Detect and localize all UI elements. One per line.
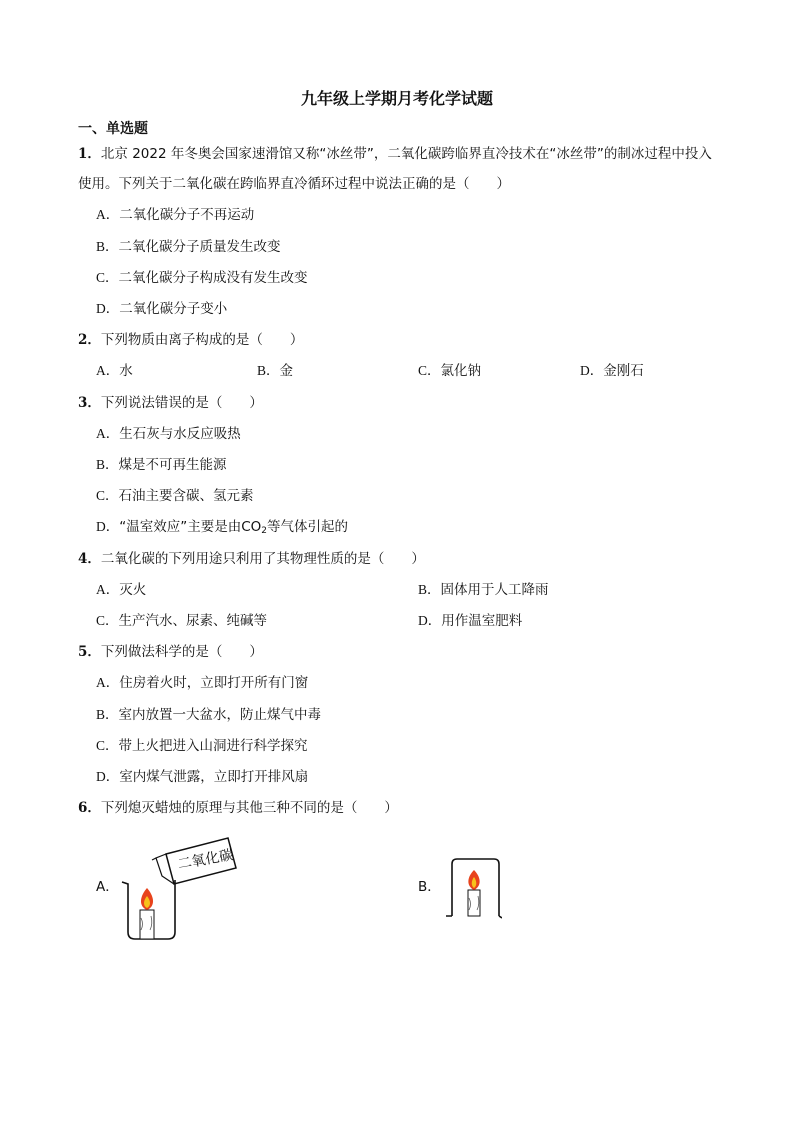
option-2b: B．金 — [257, 363, 294, 379]
option-3d: D．“温室效应”主要是由$CO_2$等气体引起的 — [96, 519, 349, 536]
question-stem: 下列说法错误的是（ ） — [100, 395, 263, 411]
page-title: 九年级上学期月考化学试题 — [300, 89, 493, 108]
co2-label: 二氧化碳 — [176, 847, 235, 873]
figure-co2-pouring — [118, 832, 243, 944]
question-stem: 下列做法科学的是（ ） — [100, 644, 263, 660]
question-stem: 二氧化碳的下列用途只利用了其物理性质的是（ ） — [100, 551, 425, 567]
option-5d: D．室内煤气泄露，立即打开排风扇 — [96, 769, 309, 785]
option-4a: A．灭火 — [96, 582, 147, 598]
option-5a: A．住房着火时，立即打开所有门窗 — [96, 675, 309, 691]
option-1b: B．二氧化碳分子质量发生改变 — [96, 239, 281, 255]
question-2 — [78, 332, 303, 348]
question-number: 1． — [78, 146, 101, 162]
option-2d: D．金刚石 — [580, 363, 644, 379]
subscript: 2 — [261, 526, 268, 536]
candle — [140, 888, 154, 939]
option-4d: D．用作温室肥料 — [418, 613, 523, 629]
option-2a: A．水 — [96, 363, 133, 379]
option-3a: A．生石灰与水反应吸热 — [96, 426, 241, 442]
question-number: 4． — [78, 551, 101, 567]
option-6a-letter: A． — [96, 879, 119, 895]
figure-covered-candle — [444, 856, 502, 920]
option-1c: C．二氧化碳分子构成没有发生改变 — [96, 270, 308, 286]
option-6b-letter: B． — [418, 879, 441, 895]
option-4c: C．生产汽水、尿素、纯碱等 — [96, 613, 268, 629]
question-number: 3． — [78, 395, 101, 411]
question-number: 6． — [78, 800, 101, 816]
question-1 — [78, 146, 712, 162]
option-3b: B．煤是不可再生能源 — [96, 457, 227, 473]
question-1-line2: 使用。下列关于二氧化碳在跨临界直冷循环过程中说法正确的是（ ） — [78, 176, 510, 192]
option-2c: C．氯化钠 — [418, 363, 482, 379]
option-4b: B．固体用于人工降雨 — [418, 582, 549, 598]
question-number: 2． — [78, 332, 101, 348]
section-title: 一、单选题 — [78, 121, 148, 137]
question-stem: 下列熄灭蜡烛的原理与其他三种不同的是（ ） — [100, 800, 398, 816]
question-stem-line1: 北京 2022 年冬奥会国家速滑馆又称“冰丝带”，二氧化碳跨临界直冷技术在“冰丝带”的制冰过程中投入 — [100, 146, 712, 162]
option-1a: A．二氧化碳分子不再运动 — [96, 207, 255, 223]
candle — [468, 870, 480, 916]
option-3c: C．石油主要含碳、氢元素 — [96, 488, 254, 504]
question-5 — [78, 644, 263, 660]
question-3 — [78, 395, 263, 411]
option-1d: D．二氧化碳分子变小 — [96, 301, 228, 317]
question-6 — [78, 800, 398, 816]
option-5b: B．室内放置一大盆水，防止煤气中毒 — [96, 707, 322, 723]
question-number: 5． — [78, 644, 101, 660]
question-4 — [78, 551, 425, 567]
question-stem: 下列物质由离子构成的是（ ） — [100, 332, 304, 348]
option-5c: C．带上火把进入山洞进行科学探究 — [96, 738, 308, 754]
covered-candle-illustration — [444, 856, 502, 920]
